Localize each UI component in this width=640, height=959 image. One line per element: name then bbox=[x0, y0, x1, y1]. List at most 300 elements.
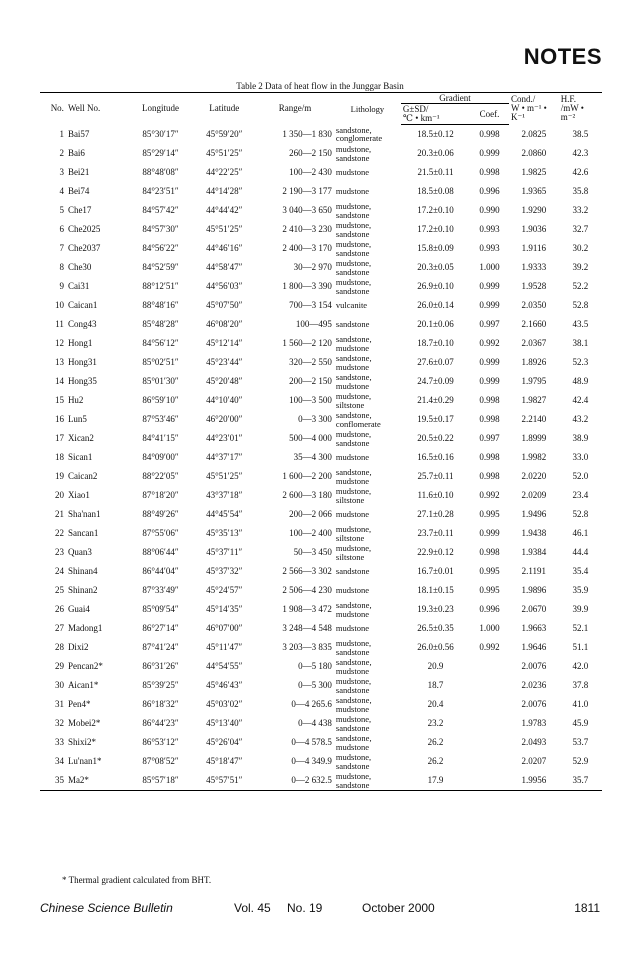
row-latitude: 46°07′00″ bbox=[206, 623, 243, 633]
hf-line3: m⁻² bbox=[560, 112, 576, 123]
row-well: Caican2 bbox=[67, 471, 98, 481]
row-gradient: 19.3±0.23 bbox=[417, 604, 454, 614]
row-latitude: 45°37′11″ bbox=[206, 547, 243, 557]
row-no: 8 bbox=[59, 262, 64, 272]
row-conductivity: 1.9528 bbox=[521, 281, 547, 291]
col-header-no: No. bbox=[40, 93, 66, 125]
table-row bbox=[40, 315, 602, 334]
row-latitude: 44°23′01″ bbox=[206, 433, 243, 443]
row-heat-flow: 39.2 bbox=[572, 262, 589, 272]
row-conductivity: 2.0670 bbox=[521, 604, 547, 614]
row-heat-flow: 38.5 bbox=[572, 128, 589, 139]
row-heat-flow: 32.7 bbox=[572, 224, 589, 234]
row-longitude: 84°09′00″ bbox=[142, 452, 179, 462]
row-longitude: 85°57′18″ bbox=[129, 771, 193, 791]
row-range: 3 040—3 650 bbox=[282, 205, 332, 215]
row-well: Sha'nan1 bbox=[67, 509, 101, 519]
cond-line3: K⁻¹ bbox=[510, 112, 525, 123]
row-well: Aican1* bbox=[67, 680, 99, 690]
row-no: 12 bbox=[54, 338, 64, 348]
table-row bbox=[40, 163, 602, 182]
row-heat-flow: 52.9 bbox=[572, 756, 589, 766]
row-lithology: mudstone bbox=[335, 167, 369, 178]
row-gradient: 26.9±0.10 bbox=[417, 281, 454, 291]
row-heat-flow: 45.9 bbox=[572, 718, 589, 728]
row-coef: 0.995 bbox=[479, 566, 500, 576]
row-no: 15 bbox=[54, 395, 64, 405]
row-longitude: 88°22′05″ bbox=[142, 471, 179, 481]
row-gradient: 27.6±0.07 bbox=[417, 357, 454, 367]
row-conductivity: 1.9795 bbox=[521, 376, 547, 386]
row-well: Che30 bbox=[67, 262, 92, 272]
row-gradient: 24.7±0.09 bbox=[417, 376, 454, 386]
row-well: Hu2 bbox=[67, 395, 84, 405]
row-well: Madong1 bbox=[67, 623, 103, 633]
table-row bbox=[40, 429, 602, 448]
row-heat-flow: 48.9 bbox=[572, 376, 589, 386]
row-coef: 0.998 bbox=[479, 167, 500, 177]
table-row bbox=[40, 334, 602, 353]
row-coef bbox=[470, 714, 509, 733]
row-latitude: 45°51′25″ bbox=[206, 224, 243, 234]
row-longitude: 84°41′15″ bbox=[142, 433, 179, 443]
row-well: Hong35 bbox=[67, 376, 97, 386]
row-latitude: 44°10′40″ bbox=[206, 395, 243, 405]
row-gradient: 25.7±0.11 bbox=[417, 471, 454, 481]
row-no: 23 bbox=[54, 547, 64, 557]
row-coef bbox=[470, 657, 509, 676]
row-no: 27 bbox=[54, 623, 64, 633]
row-conductivity: 1.9827 bbox=[521, 395, 547, 405]
row-no: 1 bbox=[59, 128, 64, 139]
row-lithology: mudstone bbox=[335, 452, 369, 463]
row-conductivity: 1.9290 bbox=[521, 205, 547, 215]
row-conductivity: 1.8999 bbox=[521, 433, 547, 443]
row-heat-flow: 42.6 bbox=[572, 167, 589, 177]
row-lithology: mudstone, sandstone bbox=[335, 239, 372, 258]
table-row bbox=[40, 410, 602, 429]
row-conductivity: 1.9365 bbox=[521, 186, 547, 196]
col-header-grad-sd bbox=[401, 104, 470, 125]
table-row bbox=[40, 296, 602, 315]
row-coef: 0.998 bbox=[479, 129, 500, 139]
hf-line1: H.F. bbox=[560, 94, 576, 105]
row-lithology: sandstone, mudstone bbox=[335, 467, 372, 486]
row-coef: 0.998 bbox=[479, 547, 500, 557]
row-well: Bai57 bbox=[67, 128, 90, 139]
row-latitude: 44°46′16″ bbox=[206, 243, 243, 253]
row-lithology: vulcanite bbox=[335, 300, 368, 311]
row-coef bbox=[470, 771, 509, 791]
row-conductivity: 2.0825 bbox=[521, 128, 547, 139]
row-longitude: 87°53′46″ bbox=[142, 414, 179, 424]
row-gradient: 20.1±0.06 bbox=[417, 319, 454, 329]
table-row bbox=[40, 467, 602, 486]
table-row bbox=[40, 638, 602, 657]
row-gradient: 20.4 bbox=[427, 699, 444, 709]
row-no: 13 bbox=[54, 357, 64, 367]
row-coef: 0.999 bbox=[479, 357, 500, 367]
row-gradient: 20.5±0.22 bbox=[417, 433, 454, 443]
row-conductivity: 2.2140 bbox=[521, 414, 547, 424]
row-no: 10 bbox=[54, 300, 64, 310]
row-coef: 1.000 bbox=[479, 262, 500, 272]
row-well: Guai4 bbox=[67, 604, 90, 614]
row-lithology: sandstone, conglomerate bbox=[335, 124, 383, 144]
footer-issue: No. 19 bbox=[287, 901, 323, 915]
footer-volume: Vol. 45 bbox=[234, 901, 271, 915]
row-heat-flow: 35.9 bbox=[572, 585, 589, 595]
row-well: Bei21 bbox=[67, 167, 90, 177]
row-heat-flow: 35.4 bbox=[572, 566, 589, 576]
row-range: 30—2 970 bbox=[293, 262, 332, 272]
row-gradient: 18.5±0.12 bbox=[417, 129, 454, 139]
table-row bbox=[40, 239, 602, 258]
row-heat-flow: 42.4 bbox=[572, 395, 589, 405]
row-range: 1 800—3 390 bbox=[282, 281, 332, 291]
row-latitude: 44°14′28″ bbox=[206, 186, 243, 196]
row-conductivity: 2.0860 bbox=[521, 148, 547, 158]
row-heat-flow: 35.7 bbox=[559, 771, 602, 791]
row-well: Shinan4 bbox=[67, 566, 98, 576]
row-conductivity: 1.9896 bbox=[521, 585, 547, 595]
row-coef bbox=[470, 752, 509, 771]
table-row bbox=[40, 448, 602, 467]
footer-date: October 2000 bbox=[362, 901, 435, 915]
col-header-hf bbox=[559, 93, 602, 125]
row-latitude: 44°45′54″ bbox=[206, 509, 243, 519]
row-gradient: 23.2 bbox=[427, 718, 444, 728]
row-coef: 0.996 bbox=[479, 604, 500, 614]
row-gradient: 16.5±0.16 bbox=[417, 452, 454, 462]
row-longitude: 85°01′30″ bbox=[142, 376, 179, 386]
row-longitude: 88°49′26″ bbox=[142, 509, 179, 519]
row-lithology: mudstone, sandstone bbox=[335, 220, 372, 239]
row-well: Che17 bbox=[67, 205, 92, 215]
row-longitude: 84°56′12″ bbox=[142, 338, 179, 348]
row-range: 0—4 578.5 bbox=[291, 737, 332, 747]
row-longitude: 84°57′42″ bbox=[142, 205, 179, 215]
row-lithology: mudstone, sandstone bbox=[335, 277, 372, 296]
row-latitude: 45°51′25″ bbox=[206, 471, 243, 481]
row-conductivity: 1.9333 bbox=[521, 262, 547, 272]
row-no: 18 bbox=[54, 452, 64, 462]
row-no: 31 bbox=[54, 699, 64, 709]
row-lithology: mudstone, siltstone bbox=[335, 391, 372, 410]
row-conductivity: 1.9384 bbox=[521, 547, 547, 557]
col-header-longitude: Longitude bbox=[129, 93, 193, 125]
row-range: 2 506—4 230 bbox=[282, 585, 332, 595]
row-no: 2 bbox=[59, 148, 64, 158]
row-well: Bai6 bbox=[67, 148, 85, 158]
row-heat-flow: 35.8 bbox=[572, 186, 589, 196]
row-well: Sancan1 bbox=[67, 528, 99, 538]
row-coef: 0.998 bbox=[479, 414, 500, 424]
row-lithology: mudstone, sandstone bbox=[335, 258, 372, 277]
row-gradient: 26.0±0.14 bbox=[417, 300, 454, 310]
row-gradient: 11.6±0.10 bbox=[417, 490, 454, 500]
row-longitude: 85°02′51″ bbox=[142, 357, 179, 367]
row-latitude: 45°03′02″ bbox=[206, 699, 243, 709]
row-range: 200—2 066 bbox=[289, 509, 332, 519]
row-conductivity: 2.0076 bbox=[521, 699, 547, 709]
row-longitude: 86°44′04″ bbox=[142, 566, 179, 576]
row-well: Lu'nan1* bbox=[67, 756, 102, 766]
row-lithology: mudstone, sandstone bbox=[334, 771, 401, 791]
table-row bbox=[40, 619, 602, 638]
row-range: 50—3 450 bbox=[293, 547, 332, 557]
row-no: 24 bbox=[54, 566, 64, 576]
row-longitude: 87°41′24″ bbox=[142, 642, 179, 652]
table-caption: Table 2 Data of heat flow in the Junggar Basin bbox=[236, 81, 404, 91]
row-range: 100—495 bbox=[295, 319, 332, 329]
row-gradient: 26.2 bbox=[427, 737, 444, 747]
row-coef: 0.999 bbox=[479, 376, 500, 386]
row-heat-flow: 52.8 bbox=[572, 300, 589, 310]
row-range: 100—3 500 bbox=[289, 395, 332, 405]
row-longitude: 84°52′59″ bbox=[142, 262, 179, 272]
row-range: 35—4 300 bbox=[293, 452, 332, 462]
row-longitude: 85°09′54″ bbox=[142, 604, 179, 614]
row-latitude: 44°58′47″ bbox=[206, 262, 243, 272]
row-well: Che2037 bbox=[67, 243, 101, 253]
row-gradient: 21.5±0.11 bbox=[417, 167, 454, 177]
row-no: 21 bbox=[54, 509, 64, 519]
row-gradient: 16.7±0.01 bbox=[417, 566, 454, 576]
row-lithology: sandstone, mudstone bbox=[335, 695, 372, 714]
row-heat-flow: 38.1 bbox=[572, 338, 589, 348]
row-lithology: mudstone, sandstone bbox=[335, 714, 372, 733]
table-row bbox=[40, 353, 602, 372]
row-heat-flow: 43.2 bbox=[572, 414, 589, 424]
row-lithology: sandstone, conflomerate bbox=[335, 410, 381, 429]
row-gradient: 19.5±0.17 bbox=[417, 414, 454, 424]
row-conductivity: 2.1191 bbox=[521, 566, 547, 576]
row-latitude: 45°37′32″ bbox=[206, 566, 243, 576]
row-well: Dixi2 bbox=[67, 642, 89, 652]
row-coef bbox=[470, 733, 509, 752]
cond-line2: W • m⁻¹ • bbox=[510, 103, 547, 114]
row-well: Xiao1 bbox=[67, 490, 90, 500]
row-heat-flow: 52.8 bbox=[572, 509, 589, 519]
row-coef: 0.996 bbox=[479, 186, 500, 196]
row-coef bbox=[470, 695, 509, 714]
row-latitude: 44°37′17″ bbox=[206, 452, 243, 462]
table-row bbox=[40, 144, 602, 163]
row-well: Shixi2* bbox=[67, 737, 96, 747]
row-range: 1 908—3 472 bbox=[282, 604, 332, 614]
row-well: Shinan2 bbox=[67, 585, 98, 595]
row-gradient: 18.7 bbox=[427, 680, 444, 690]
row-gradient: 18.5±0.08 bbox=[417, 186, 454, 196]
row-heat-flow: 52.2 bbox=[572, 281, 589, 291]
row-no: 3 bbox=[59, 167, 64, 177]
table-row bbox=[40, 277, 602, 296]
row-latitude: 44°44′42″ bbox=[206, 205, 243, 215]
table-row bbox=[40, 505, 602, 524]
table-row bbox=[40, 125, 602, 145]
row-conductivity: 1.9116 bbox=[521, 243, 547, 253]
row-coef: 0.998 bbox=[479, 471, 500, 481]
table-row bbox=[40, 258, 602, 277]
row-gradient: 26.2 bbox=[427, 756, 444, 766]
row-lithology: mudstone, siltstone bbox=[335, 543, 372, 562]
row-no: 14 bbox=[54, 376, 64, 386]
table-row bbox=[40, 524, 602, 543]
row-longitude: 86°31′26″ bbox=[142, 661, 179, 671]
row-longitude: 84°56′22″ bbox=[142, 243, 179, 253]
row-lithology: sandstone, mudstone bbox=[335, 353, 372, 372]
row-longitude: 86°44′23″ bbox=[142, 718, 179, 728]
row-well: Lun5 bbox=[67, 414, 87, 424]
row-lithology: mudstone, sandstone bbox=[335, 429, 372, 448]
col-header-cond bbox=[509, 93, 559, 125]
row-latitude: 45°13′40″ bbox=[206, 718, 243, 728]
row-lithology: mudstone bbox=[335, 623, 369, 634]
footer-journal: Chinese Science Bulletin bbox=[40, 901, 173, 915]
row-longitude: 85°39′25″ bbox=[142, 680, 179, 690]
grad-sd-line2: ℃ • km⁻¹ bbox=[402, 113, 440, 123]
row-heat-flow: 42.3 bbox=[572, 148, 589, 158]
row-range: 2 410—3 230 bbox=[282, 224, 332, 234]
row-coef: 0.993 bbox=[479, 224, 500, 234]
row-no: 29 bbox=[54, 661, 64, 671]
row-heat-flow: 30.2 bbox=[572, 243, 589, 253]
row-gradient: 22.9±0.12 bbox=[417, 547, 454, 557]
row-lithology: mudstone, siltstone bbox=[335, 486, 372, 505]
row-well: Caican1 bbox=[67, 300, 98, 310]
row-conductivity: 2.0350 bbox=[521, 300, 547, 310]
table-row bbox=[40, 543, 602, 562]
row-heat-flow: 46.1 bbox=[572, 528, 589, 538]
row-heat-flow: 44.4 bbox=[572, 547, 589, 557]
row-no: 20 bbox=[54, 490, 64, 500]
row-no: 35 bbox=[40, 771, 66, 791]
row-conductivity: 1.9956 bbox=[509, 771, 559, 791]
row-well: Bei74 bbox=[67, 186, 90, 196]
row-well: Hong1 bbox=[67, 338, 93, 348]
table-row bbox=[40, 562, 602, 581]
row-heat-flow: 39.9 bbox=[572, 604, 589, 614]
row-conductivity: 1.9438 bbox=[521, 528, 547, 538]
row-longitude: 84°23′51″ bbox=[142, 186, 179, 196]
row-conductivity: 1.9663 bbox=[521, 623, 547, 633]
row-well: Hong31 bbox=[67, 357, 97, 367]
row-gradient: 20.3±0.06 bbox=[417, 148, 454, 158]
row-lithology: mudstone, sandstone bbox=[335, 144, 372, 163]
row-longitude: 88°12′51″ bbox=[142, 281, 179, 291]
row-well: Cong43 bbox=[67, 319, 97, 329]
row-lithology: sandstone, mudstone bbox=[335, 334, 372, 353]
row-well: Cai31 bbox=[67, 281, 90, 291]
row-lithology: mudstone bbox=[335, 186, 369, 197]
row-gradient: 26.5±0.35 bbox=[417, 623, 454, 633]
row-conductivity: 1.9646 bbox=[521, 642, 547, 652]
row-coef bbox=[470, 676, 509, 695]
row-conductivity: 1.9036 bbox=[521, 224, 547, 234]
row-coef: 0.992 bbox=[479, 642, 500, 652]
table-row bbox=[40, 600, 602, 619]
row-conductivity: 2.0076 bbox=[521, 661, 547, 671]
table-row bbox=[40, 676, 602, 695]
row-heat-flow: 23.4 bbox=[572, 490, 589, 500]
row-well: Che2025 bbox=[67, 224, 101, 234]
row-well: Xican2 bbox=[67, 433, 94, 443]
row-gradient: 21.4±0.29 bbox=[417, 395, 454, 405]
row-range: 500—4 000 bbox=[289, 433, 332, 443]
footer-page-number: 1811 bbox=[574, 901, 600, 915]
row-latitude: 45°12′14″ bbox=[206, 338, 243, 348]
row-lithology: sandstone, mudstone bbox=[335, 372, 372, 391]
row-range: 0—4 438 bbox=[298, 718, 332, 728]
row-no: 25 bbox=[54, 585, 64, 595]
row-gradient: 18.7±0.10 bbox=[417, 338, 454, 348]
row-conductivity: 1.9496 bbox=[521, 509, 547, 519]
table-row bbox=[40, 372, 602, 391]
row-range: 2 190—3 177 bbox=[282, 186, 332, 196]
row-lithology: sandstone, mudstone bbox=[335, 657, 372, 676]
row-heat-flow: 38.9 bbox=[572, 433, 589, 443]
row-coef: 0.990 bbox=[479, 205, 500, 215]
row-no: 32 bbox=[54, 718, 64, 728]
row-gradient: 17.2±0.10 bbox=[417, 224, 454, 234]
row-conductivity: 1.9982 bbox=[521, 452, 547, 462]
row-conductivity: 1.8926 bbox=[521, 357, 547, 367]
row-heat-flow: 42.0 bbox=[572, 661, 589, 671]
row-well: Ma2* bbox=[66, 771, 129, 791]
row-well: Quan3 bbox=[67, 547, 92, 557]
row-conductivity: 2.0209 bbox=[521, 490, 547, 500]
row-lithology: mudstone, sandstone bbox=[335, 638, 372, 657]
row-no: 9 bbox=[59, 281, 64, 291]
row-heat-flow: 52.0 bbox=[572, 471, 589, 481]
row-range: 0—2 632.5 bbox=[256, 771, 334, 791]
row-gradient: 17.2±0.10 bbox=[417, 205, 454, 215]
row-latitude: 44°54′55″ bbox=[206, 661, 243, 671]
row-conductivity: 2.0367 bbox=[521, 338, 547, 348]
row-latitude: 45°51′25″ bbox=[206, 148, 243, 158]
row-latitude: 45°20′48″ bbox=[206, 376, 243, 386]
row-heat-flow: 37.8 bbox=[572, 680, 589, 690]
row-no: 34 bbox=[54, 756, 64, 766]
row-coef: 0.995 bbox=[479, 509, 500, 519]
row-lithology: mudstone bbox=[335, 585, 369, 596]
row-latitude: 46°20′00″ bbox=[206, 414, 243, 424]
row-coef: 0.999 bbox=[479, 300, 500, 310]
row-no: 22 bbox=[54, 528, 64, 538]
row-lithology: sandstone bbox=[335, 319, 370, 330]
section-header: NOTES bbox=[523, 44, 602, 69]
row-coef: 0.992 bbox=[479, 490, 500, 500]
row-conductivity: 2.0493 bbox=[521, 737, 547, 747]
row-range: 200—2 150 bbox=[289, 376, 332, 386]
row-heat-flow: 43.5 bbox=[572, 319, 589, 329]
row-longitude: 84°57′30″ bbox=[142, 224, 179, 234]
table-row bbox=[40, 752, 602, 771]
table-row bbox=[40, 201, 602, 220]
row-lithology: mudstone, siltstone bbox=[335, 524, 372, 543]
row-latitude: 45°57′51″ bbox=[192, 771, 256, 791]
col-header-coef: Coef. bbox=[470, 104, 509, 125]
row-latitude: 45°14′35″ bbox=[206, 604, 243, 614]
row-longitude: 87°33′49″ bbox=[142, 585, 179, 595]
row-no: 6 bbox=[59, 224, 64, 234]
row-gradient: 15.8±0.09 bbox=[417, 243, 454, 253]
row-coef: 0.998 bbox=[479, 395, 500, 405]
row-no: 11 bbox=[55, 319, 64, 329]
row-longitude: 86°53′12″ bbox=[142, 737, 179, 747]
hf-line2: /mW • bbox=[560, 103, 584, 114]
